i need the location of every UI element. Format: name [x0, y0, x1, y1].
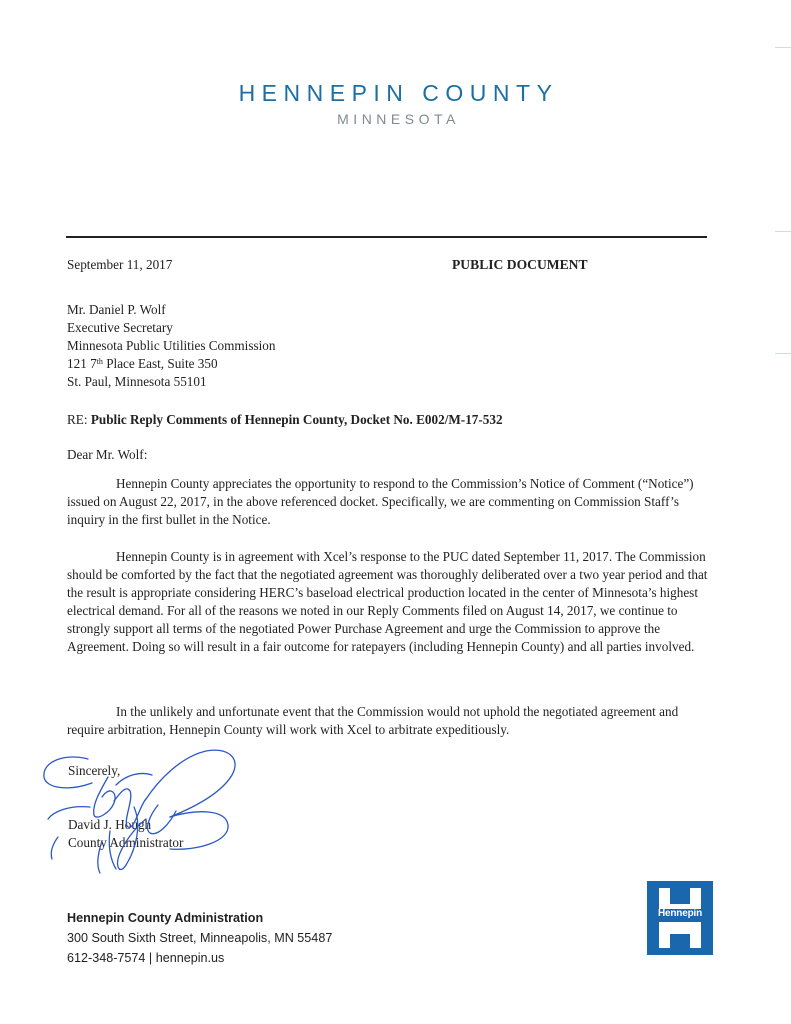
hennepin-logo — [647, 881, 713, 955]
scan-margin-mark — [775, 231, 791, 232]
letterhead-county: HENNEPIN COUNTY — [238, 80, 559, 106]
salutation: Dear Mr. Wolf: — [67, 447, 148, 462]
signer-name: David J. Hough — [68, 817, 152, 832]
recipient-city: St. Paul, Minnesota 55101 — [67, 374, 207, 389]
letter-date: September 11, 2017 — [67, 257, 173, 272]
body-paragraph-1: Hennepin County appreciates the opportunity to respond to the Commission’s Notice of Comment (“Notice”) issued on August 22, 2017, in the above referenced docket. Specifically, we are commenting on Commission Staff’s inquiry in the first bullet in the Notice. — [67, 476, 694, 527]
footer-address-block — [67, 908, 332, 968]
logo-text: Hennepin — [658, 908, 702, 919]
street-number: 121 7 — [67, 356, 97, 371]
subject-text: Public Reply Comments of Hennepin County, Docket No. E002/M-17-532 — [90, 412, 503, 427]
recipient-title: Executive Secretary — [67, 320, 173, 335]
letterhead — [0, 80, 791, 127]
recipient-address — [67, 301, 275, 391]
signer-title: County Administrator — [68, 835, 184, 850]
recipient-name: Mr. Daniel P. Wolf — [67, 302, 166, 317]
handwritten-signature — [30, 745, 260, 885]
footer-organization: Hennepin County Administration — [67, 911, 264, 925]
subject-line — [67, 411, 503, 429]
subject-prefix: RE: — [67, 412, 91, 427]
letterhead-state: MINNESOTA — [337, 111, 460, 127]
recipient-organization: Minnesota Public Utilities Commission — [67, 338, 276, 353]
footer-address: 300 South Sixth Street, Minneapolis, MN 55487 — [67, 931, 333, 945]
recipient-street — [67, 355, 275, 373]
body-paragraph-3: In the unlikely and unfortunate event that the Commission would not uphold the negotiated agreement and require arbitration, Hennepin County will work with Xcel to arbitrate expeditiously. — [67, 704, 679, 737]
street-suffix: th — [96, 357, 103, 366]
scan-margin-mark — [775, 47, 791, 48]
scan-margin-mark — [775, 353, 791, 354]
body-paragraph-2: Hennepin County is in agreement with Xcel’s response to the PUC dated September 11, 2017. The Commission should be comforted by the fact that the negotiated agreement was thoroughly deliberated over a two year period and that the result is appropriate considering HERC’s baseload electrical production located in the center of Minnesota’s highest electrical demand. For all of the reasons we noted in our Reply Comments filed on August 14, 2017, we continue to strongly support all terms of the negotiated Power Purchase Agreement and urge the Commission to approve the Agreement. Doing so will result in a fair outcome for ratepayers (including Hennepin County) and all parties involved. — [67, 549, 708, 654]
footer-contact: 612-348-7574 | hennepin.us — [67, 951, 225, 965]
classification-label: PUBLIC DOCUMENT — [452, 257, 588, 272]
closing: Sincerely, — [68, 763, 121, 778]
header-divider — [66, 236, 707, 238]
street-rest: Place East, Suite 350 — [102, 356, 218, 371]
